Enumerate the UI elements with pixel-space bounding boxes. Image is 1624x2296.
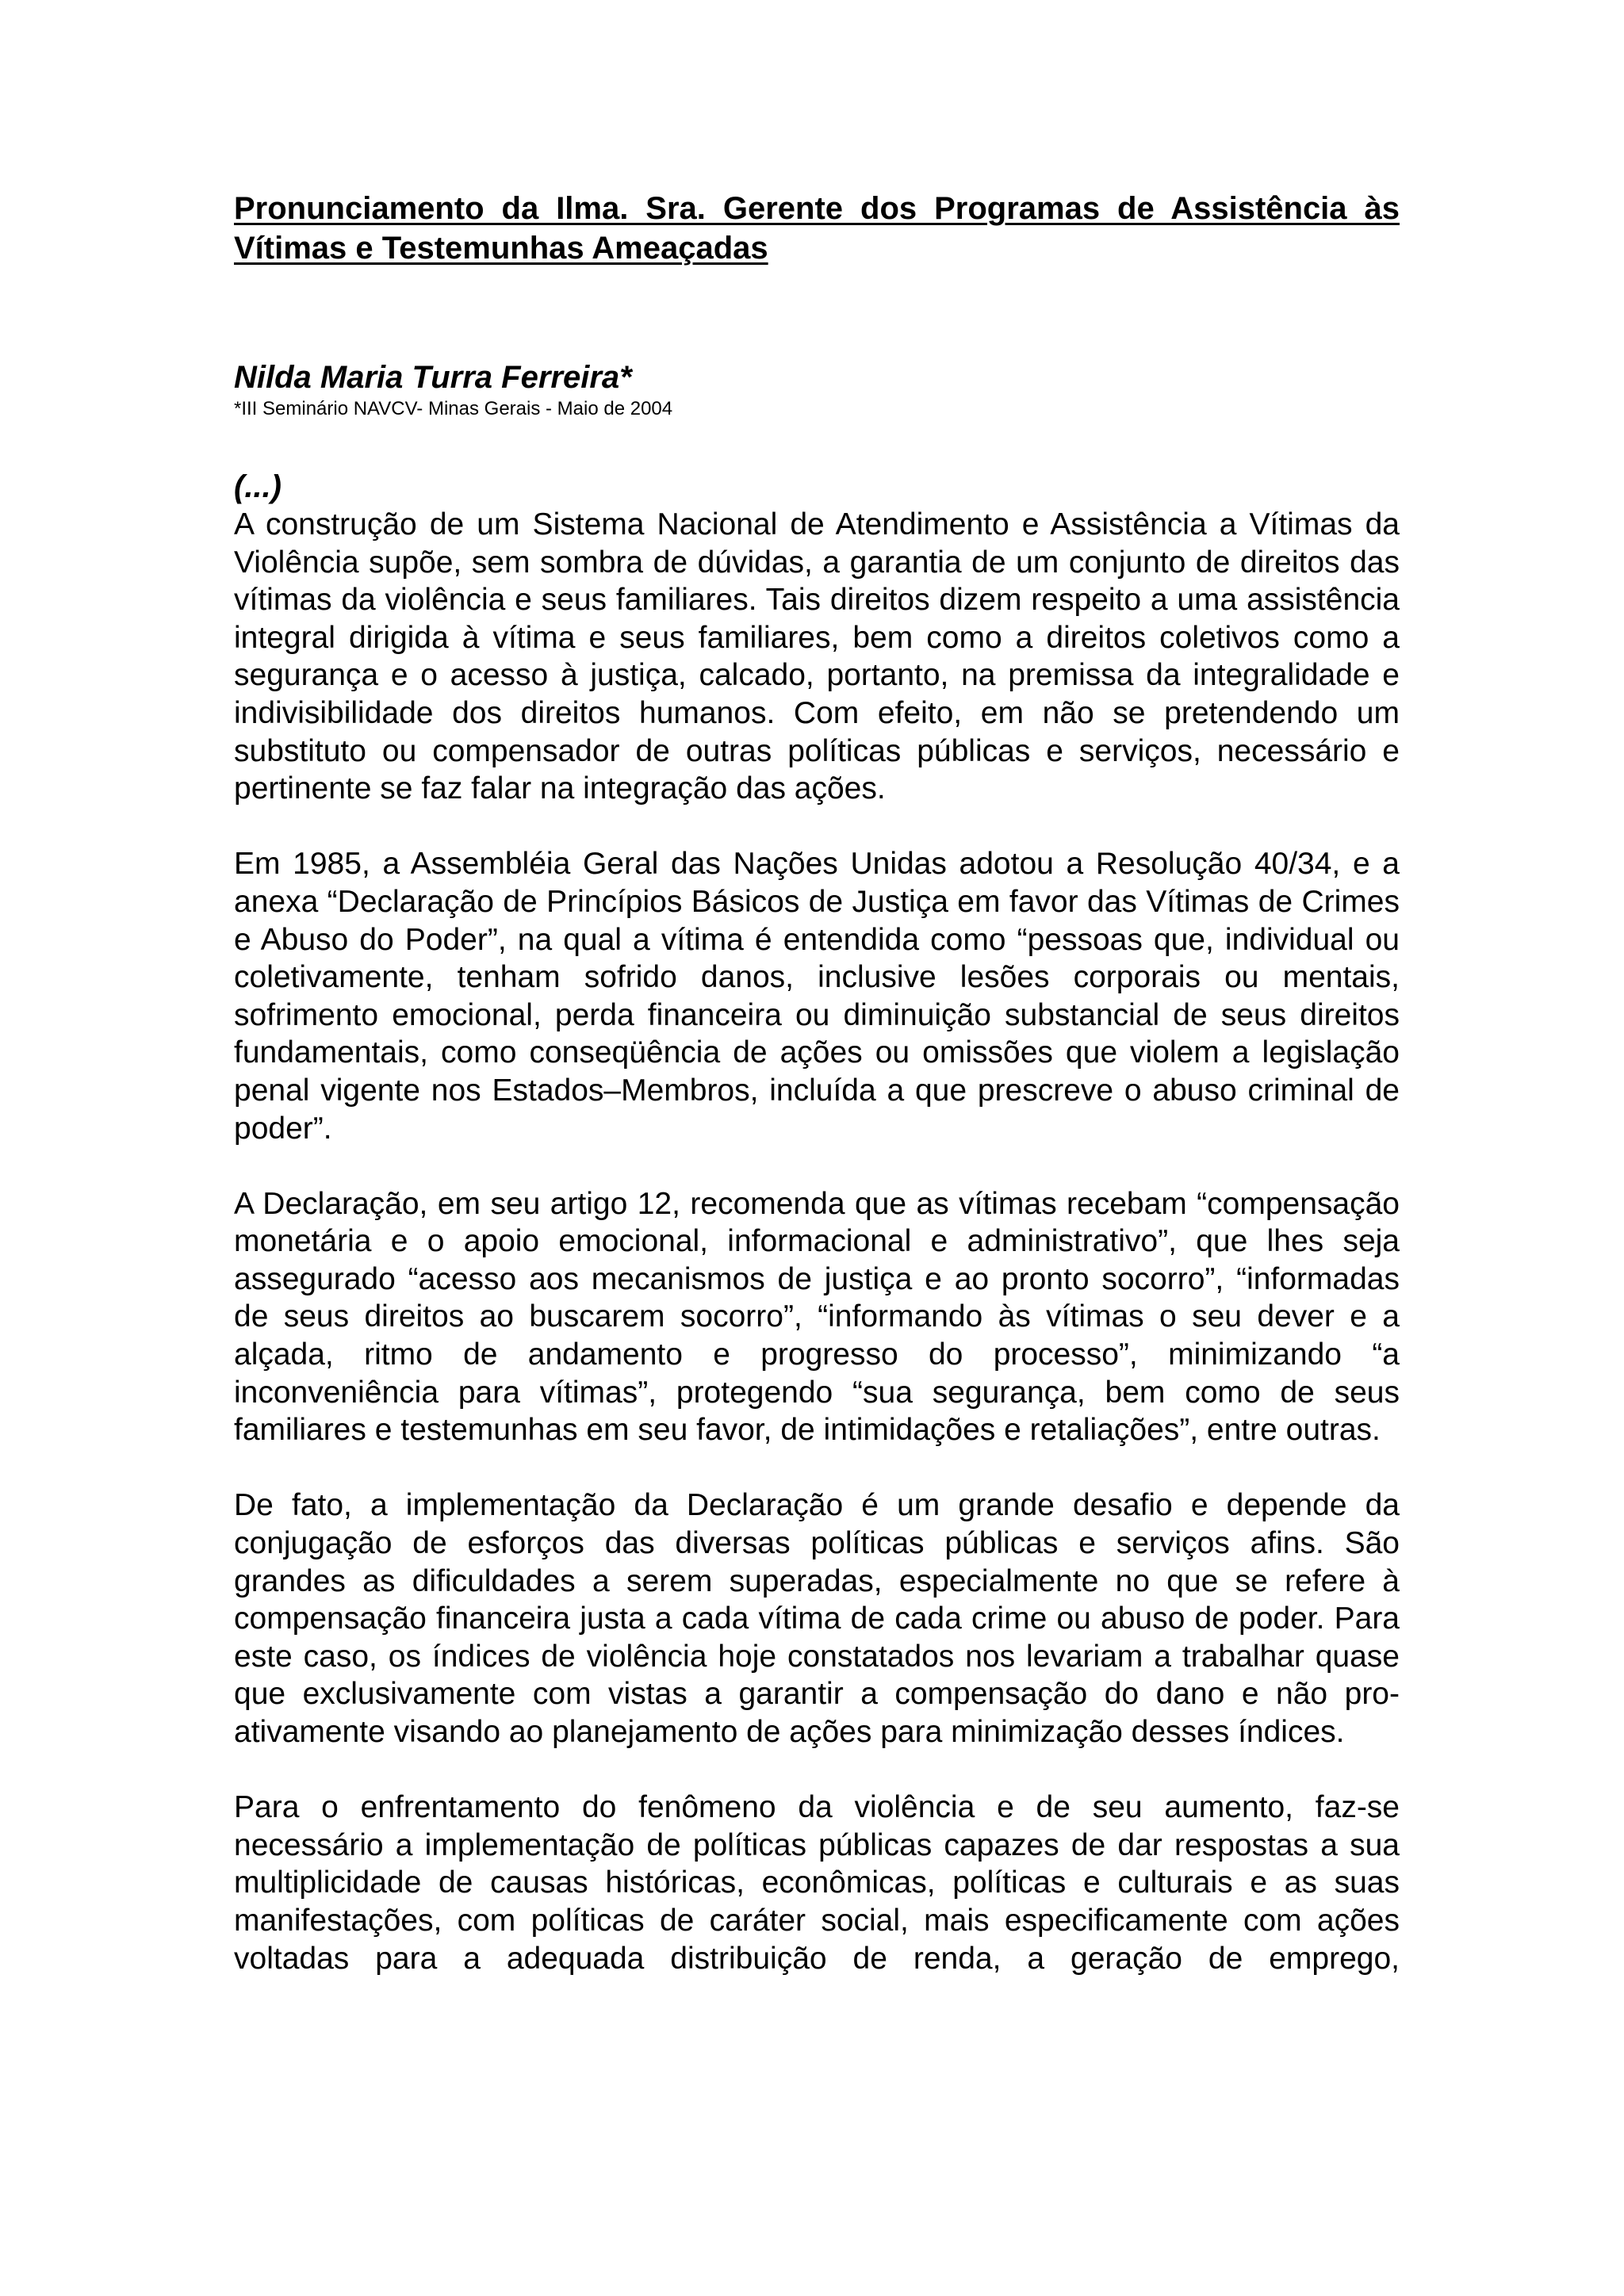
paragraph-5: Para o enfrentamento do fenômeno da violência e de seu aumento, faz-se necessário a implementação de políticas públicas capazes de dar respostas a sua multiplicidade de causas históricas, econômicas, políticas e culturais e as suas manifestações, com políticas de caráter social, mais especificamente com ações voltadas para a adequada distribuição de renda, a geração de emprego,: [234, 1790, 1400, 1976]
author-name: Nilda Maria Turra Ferreira*: [234, 360, 632, 395]
author-note: *III Seminário NAVCV- Minas Gerais - Maio de 2004: [234, 398, 673, 419]
paragraph-3: A Declaração, em seu artigo 12, recomenda que as vítimas recebam “compensação monetária e o apoio emocional, informacional e administrativo”, que lhes seja assegurado “acesso aos mecanismos de justiça e ao pronto socorro”, “informadas de seus direitos ao buscarem socorro”, “informando às vítimas o seu dever e a alçada, ritmo de andamento e progresso do processo”, minimizando “a inconveniência para vítimas”, protegendo “sua segurança, bem como de seus familiares e testemunhas em seu favor, de intimidações e retaliações”, entre outras.: [234, 1186, 1400, 1448]
paragraph-4: De fato, a implementação da Declaração é um grande desafio e depende da conjugação de esforços das diversas políticas públicas e serviços afins. São grandes as dificuldades a serem superadas, especialmente no que se refere à compensação financeira justa a cada vítima de cada crime ou abuso de poder. Para este caso, os índices de violência hoje constatados nos levariam a trabalhar quase que exclusivamente com vistas a garantir a compensação do dano e não pro-ativamente visando ao planejamento de ações para minimização desses índices.: [234, 1488, 1400, 1749]
document-body: [234, 189, 1400, 1977]
paragraph-1: A construção de um Sistema Nacional de Atendimento e Assistência a Vítimas da Violência supõe, sem sombra de dúvidas, a garantia de um conjunto de direitos das vítimas da violência e seus familiares. Tais direitos dizem respeito a uma assistência integral dirigida à vítima e seus familiares, bem como a direitos coletivos como a segurança e o acesso à justiça, calcado, portanto, na premissa da integralidade e indivisibilidade dos direitos humanos. Com efeito, em não se pretendendo um substituto ou compensador de outras políticas públicas e serviços, necessário e pertinente se faz falar na integração das ações.: [234, 507, 1400, 806]
document-title: Pronunciamento da Ilma. Sra. Gerente dos Programas de Assistência às Vítimas e Testemunhas Ameaçadas: [234, 191, 1400, 266]
paragraph-2: Em 1985, a Assembléia Geral das Nações Unidas adotou a Resolução 40/34, e a anexa “Declaração de Princípios Básicos de Justiça em favor das Vítimas de Crimes e Abuso do Poder”, na qual a vítima é entendida como “pessoas que, individual ou coletivamente, tenham sofrido danos, inclusive lesões corporais ou mentais, sofrimento emocional, perda financeira ou diminuição substancial de seus direitos fundamentais, como conseqüência de ações ou omissões que violem a legislação penal vigente nos Estados–Membros, incluída a que prescreve o abuso criminal de poder”.: [234, 847, 1400, 1146]
omission-marker: (...): [234, 469, 282, 504]
